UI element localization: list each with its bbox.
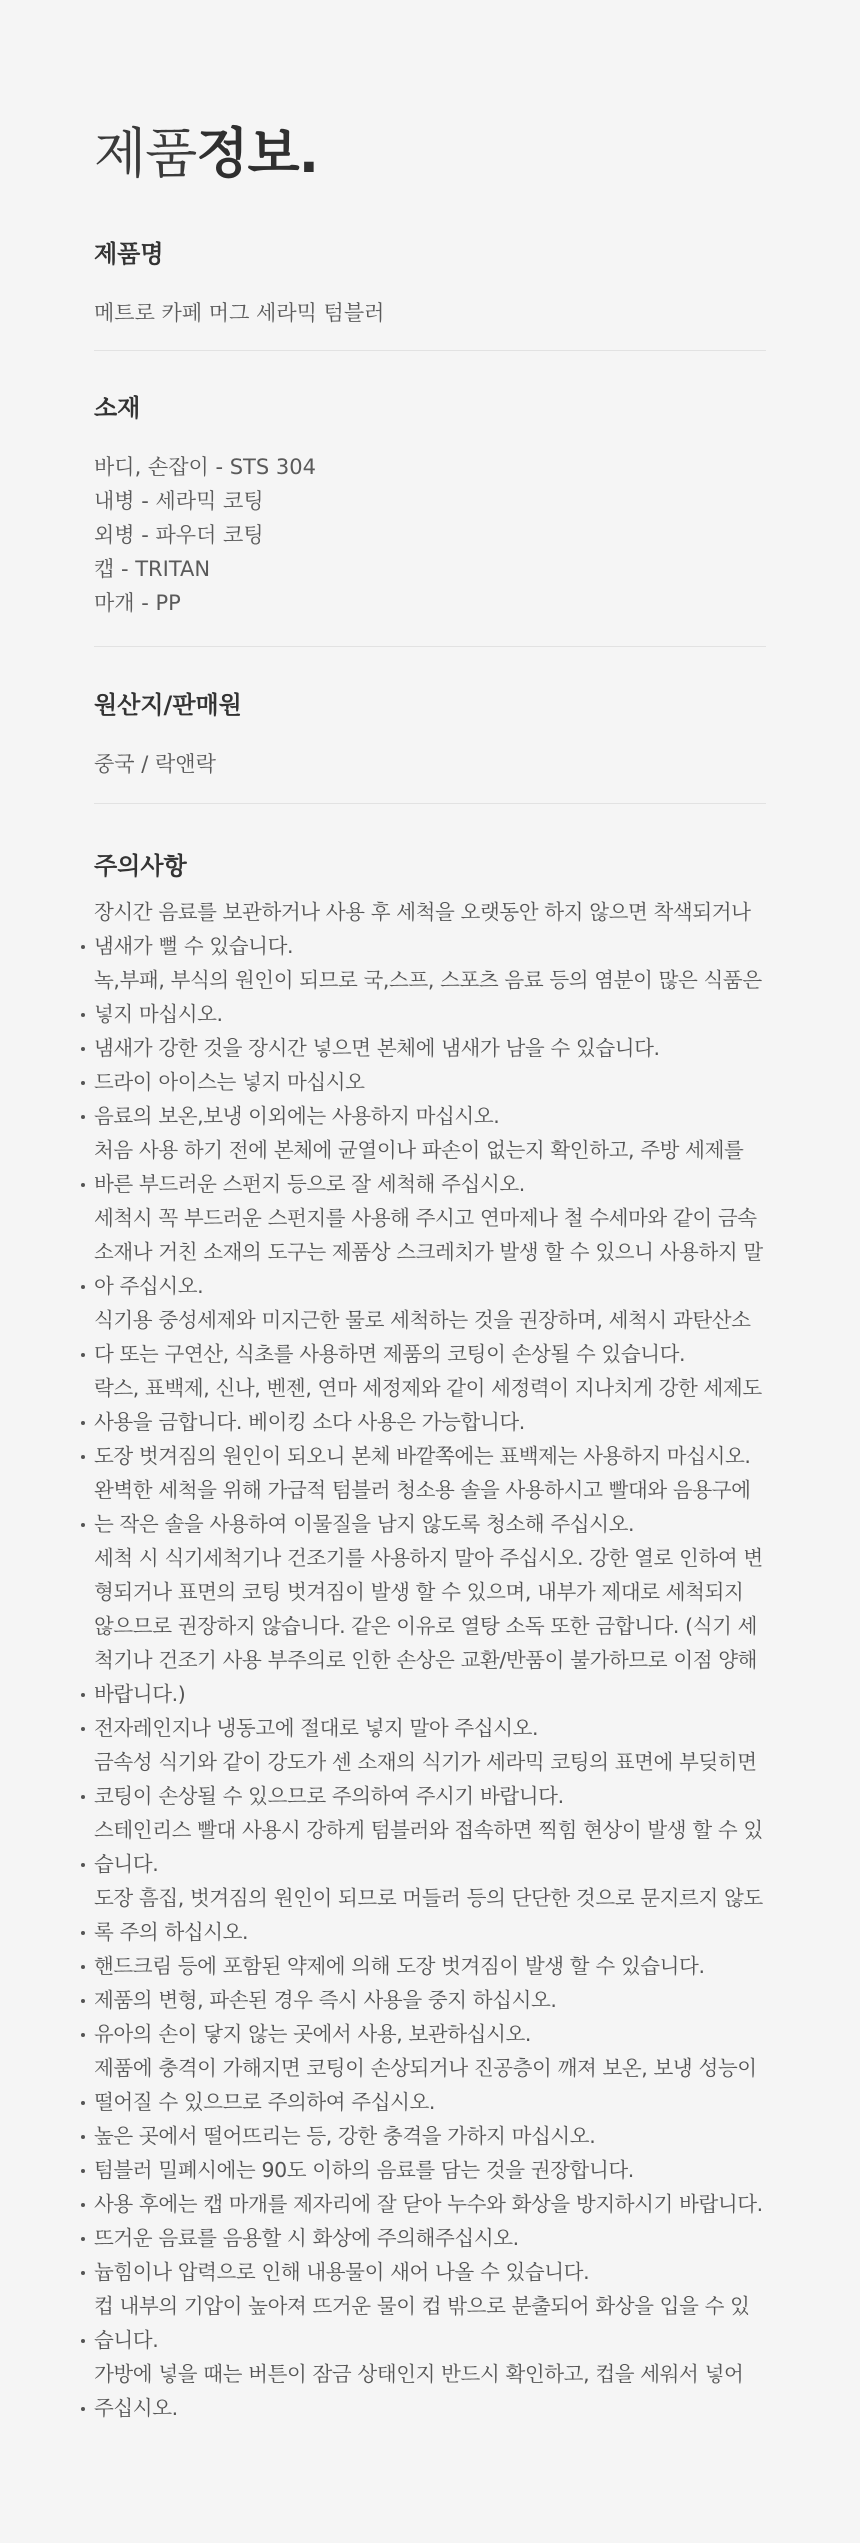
caution-item: 세척 시 식기세척기나 건조기를 사용하지 말아 주십시오. 강한 열로 인하여 변형되거나 표면의 코팅 벗겨짐이 발생 할 수 있으며, 내부가 제대로 세척되지 않으므로 권장하지 않습니다. 같은 이유로 열탕 소독 또한 금합니다. (식기 세척기나 건조기 사용 부주의로 인한 손상은 교환/반품이 불가하므로 이점 양해 바랍니다.) [94, 1541, 766, 1711]
caution-item: 높은 곳에서 떨어뜨리는 등, 강한 충격을 가하지 마십시오. [94, 2119, 766, 2153]
caution-item: 스테인리스 빨대 사용시 강하게 텀블러와 접속하면 찍힘 현상이 발생 할 수 있습니다. [94, 1813, 766, 1881]
caution-item: 핸드크림 등에 포함된 약제에 의해 도장 벗겨짐이 발생 할 수 있습니다. [94, 1949, 766, 1983]
caution-item: 락스, 표백제, 신나, 벤젠, 연마 세정제와 같이 세정력이 지나치게 강한 세제도 사용을 금합니다. 베이킹 소다 사용은 가능합니다. [94, 1371, 766, 1439]
caution-item: 컵 내부의 기압이 높아져 뜨거운 물이 컵 밖으로 분출되어 화상을 입을 수 있습니다. [94, 2289, 766, 2357]
product-name-heading: 제품명 [94, 240, 164, 268]
material-line: 외병 - 파우더 코팅 [94, 523, 264, 547]
caution-item: 음료의 보온,보냉 이외에는 사용하지 마십시오. [94, 1099, 766, 1133]
caution-item: 녹,부패, 부식의 원인이 되므로 국,스프, 스포츠 음료 등의 염분이 많은 식품은 넣지 마십시오. [94, 963, 766, 1031]
divider [94, 646, 766, 647]
caution-item: 제품의 변형, 파손된 경우 즉시 사용을 중지 하십시오. [94, 1983, 766, 2017]
origin-heading: 원산지/판매원 [94, 691, 242, 719]
caution-item: 냄새가 강한 것을 장시간 넣으면 본체에 냄새가 남을 수 있습니다. [94, 1031, 766, 1065]
product-name-value: 메트로 카페 머그 세라믹 텀블러 [94, 301, 385, 325]
material-line: 내병 - 세라믹 코팅 [94, 489, 264, 513]
caution-item: 도장 흠집, 벗겨짐의 원인이 되므로 머들러 등의 단단한 것으로 문지르지 않도록 주의 하십시오. [94, 1881, 766, 1949]
divider [94, 350, 766, 351]
material-line: 마개 - PP [94, 591, 181, 615]
origin-value: 중국 / 락앤락 [94, 752, 216, 776]
material-line: 캡 - TRITAN [94, 557, 211, 581]
caution-item: 장시간 음료를 보관하거나 사용 후 세척을 오랫동안 하지 않으면 착색되거나 냄새가 뻘 수 있습니다. [94, 895, 766, 963]
product-name-section [94, 238, 766, 330]
material-line: 바디, 손잡이 - STS 304 [94, 455, 316, 479]
caution-heading: 주의사항 [94, 852, 187, 880]
page-title-bold: 정보. [196, 122, 319, 185]
caution-item: 처음 사용 하기 전에 본체에 균열이나 파손이 없는지 확인하고, 주방 세제를 바른 부드러운 스펀지 등으로 잘 세척해 주십시오. [94, 1133, 766, 1201]
divider [94, 803, 766, 804]
caution-item: 텀블러 밀폐시에는 90도 이하의 음료를 담는 것을 권장합니다. [94, 2153, 766, 2187]
caution-item: 늅힘이나 압력으로 인해 내용물이 새어 나올 수 있습니다. [94, 2255, 766, 2289]
material-section [94, 392, 766, 620]
caution-section [94, 849, 766, 2425]
caution-item: 유아의 손이 닿지 않는 곳에서 사용, 보관하십시오. [94, 2017, 766, 2051]
page-title-light: 제품 [94, 122, 197, 185]
caution-item: 가방에 넣을 때는 버튼이 잠금 상태인지 반드시 확인하고, 컵을 세워서 넣어 주십시오. [94, 2357, 766, 2425]
material-heading: 소재 [94, 394, 141, 422]
caution-list [94, 895, 766, 2425]
caution-item: 드라이 아이스는 넣지 마십시오 [94, 1065, 766, 1099]
caution-item: 뜨거운 음료를 음용할 시 화상에 주의해주십시오. [94, 2221, 766, 2255]
caution-item: 금속성 식기와 같이 강도가 센 소재의 식기가 세라믹 코팅의 표면에 부딪히면 코팅이 손상될 수 있으므로 주의하여 주시기 바랍니다. [94, 1745, 766, 1813]
caution-item: 제품에 충격이 가해지면 코팅이 손상되거나 진공층이 깨져 보온, 보냉 성능이 떨어질 수 있으므로 주의하여 주십시오. [94, 2051, 766, 2119]
caution-item: 전자레인지나 냉동고에 절대로 넣지 말아 주십시오. [94, 1711, 766, 1745]
caution-item: 사용 후에는 캡 마개를 제자리에 잘 닫아 누수와 화상을 방지하시기 바랍니다. [94, 2187, 766, 2221]
page-title [94, 118, 318, 190]
caution-item: 도장 벗겨짐의 원인이 되오니 본체 바깥쪽에는 표백제는 사용하지 마십시오. [94, 1439, 766, 1473]
caution-item: 식기용 중성세제와 미지근한 물로 세척하는 것을 권장하며, 세척시 과탄산소다 또는 구연산, 식초를 사용하면 제품의 코팅이 손상될 수 있습니다. [94, 1303, 766, 1371]
caution-item: 완벽한 세척을 위해 가급적 텀블러 청소용 솔을 사용하시고 빨대와 음용구에는 작은 솔을 사용하여 이물질을 남지 않도록 청소해 주십시오. [94, 1473, 766, 1541]
caution-item: 세척시 꼭 부드러운 스펀지를 사용해 주시고 연마제나 철 수세마와 같이 금속 소재나 거친 소재의 도구는 제품상 스크레치가 발생 할 수 있으니 사용하지 말아 주십시오. [94, 1201, 766, 1303]
origin-section [94, 689, 766, 781]
